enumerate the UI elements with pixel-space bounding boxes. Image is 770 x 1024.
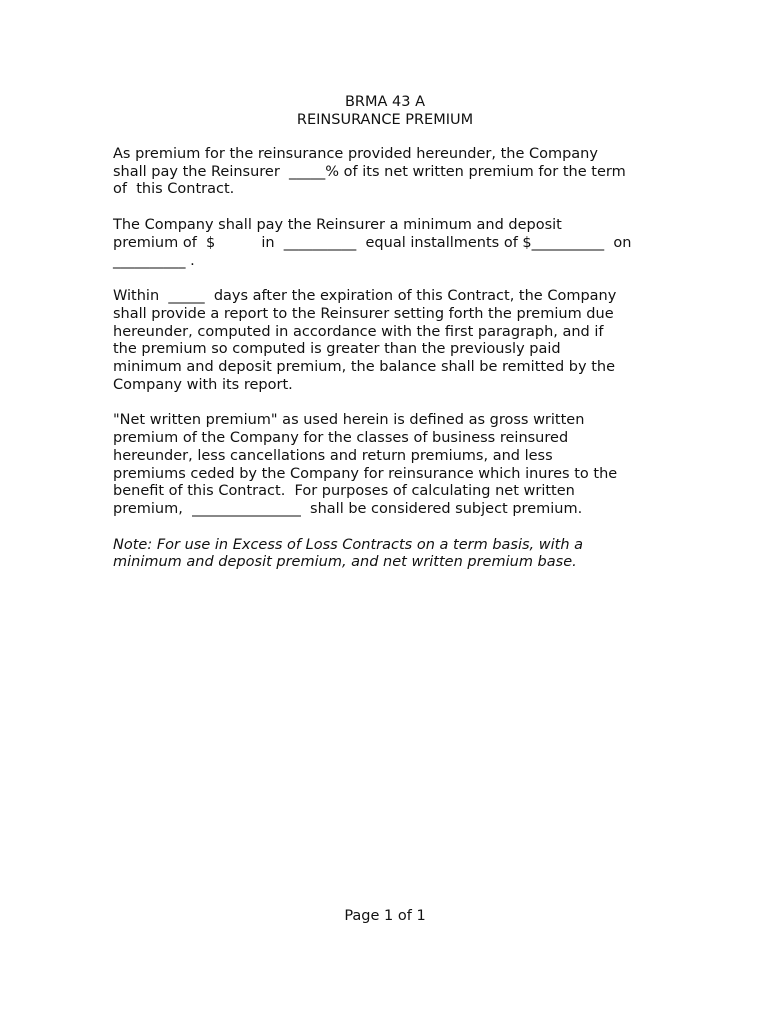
- page-number: Page 1 of 1: [344, 908, 426, 924]
- usage-note: Note: For use in Excess of Loss Contracts on a term basis, with a minimum and deposit premium, and net written premium base.: [113, 536, 584, 571]
- paragraph-minimum-deposit: The Company shall pay the Reinsurer a minimum and deposit premium of $ in __________ equal installments of $__________ on __________ .: [113, 217, 632, 269]
- document-body: [113, 146, 673, 590]
- paragraph-report: Within _____ days after the expiration of this Contract, the Company shall provide a report to the Reinsurer setting forth the premium due hereunder, computed in accordance with the first paragraph, and if the premium so computed is greater than the previously paid minimum and deposit premium, the balance shall be remitted by the Company with its report.: [113, 288, 617, 393]
- document-title: REINSURANCE PREMIUM: [296, 112, 474, 128]
- paragraph-premium-rate: As premium for the reinsurance provided hereunder, the Company shall pay the Reinsurer _____% of its net written premium for the term of this Contract.: [113, 146, 626, 198]
- document-code-heading: BRMA 43 A: [344, 94, 426, 110]
- paragraph-net-written-premium: "Net written premium" as used herein is defined as gross written premium of the Company for the classes of business reinsured hereunder, less cancellations and return premiums, and less premiums ceded by the Company for reinsurance which inures to the benefit of this Contract. For purposes of calculating net written premium, _______________ shall be considered subject premium.: [113, 412, 618, 517]
